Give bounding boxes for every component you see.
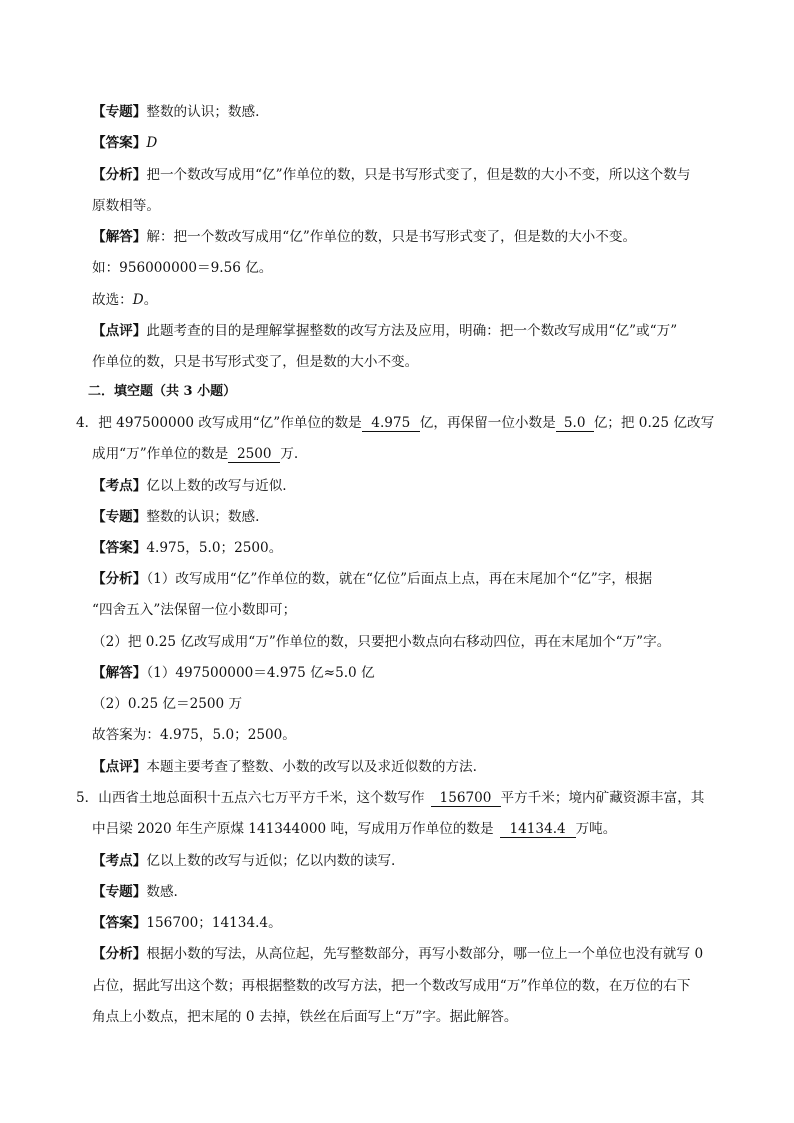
- q4-jieda-line-1: [92, 663, 375, 683]
- q3-jieda-text-2: 如：956000000＝9.56 亿。: [92, 260, 273, 276]
- q4-stem-line-2: [92, 444, 298, 464]
- q5-fenxi-line-2: [92, 976, 690, 996]
- q4-dianping-line: [92, 757, 477, 777]
- q4-answer-blank-3: 2500: [228, 446, 280, 463]
- jieda-tag: 【解答】: [92, 229, 147, 245]
- q4-stem-e: 万.: [280, 446, 299, 462]
- q3-dianping-text-1: 此题考查的目的是理解掌握整数的改写方法及应用，明确：把一个数改写成用“亿”或“万”: [146, 323, 678, 339]
- q5-kaodian-line: [92, 851, 395, 871]
- q5-number: 5．: [76, 790, 99, 806]
- dianping-tag: 【点评】: [92, 323, 147, 339]
- q4-stem-a: 把 497500000 改写成用“亿”作单位的数是: [98, 415, 362, 431]
- q4-answer-blank-2: 5.0: [556, 415, 594, 432]
- q5-fenxi-text-1: 根据小数的写法，从高位起，先写整数部分，再写小数部分，哪一位上一个单位也没有就写 0: [146, 946, 704, 962]
- zhuanti-tag: 【专题】: [92, 509, 147, 525]
- q4-daan-line: [92, 538, 282, 558]
- q3-fenxi-text-2: 原数相等。: [92, 198, 160, 214]
- q3-dianping-line-1: [92, 321, 677, 341]
- fenxi-tag: 【分析】: [92, 571, 147, 587]
- q4-dianping-text: 本题主要考查了整数、小数的改写以及求近似数的方法.: [146, 759, 477, 775]
- q3-zhuanti-line: [92, 102, 259, 122]
- q5-zhuanti-text: 数感.: [146, 884, 178, 900]
- q4-fenxi-line-3: [92, 632, 670, 652]
- q5-stem-a: 山西省土地总面积十五点六七万平方千米，这个数写作: [98, 790, 425, 806]
- q5-answer-blank-1: 156700: [431, 790, 501, 807]
- q5-fenxi-line-3: [92, 1007, 517, 1027]
- q4-answer-blank-1: 4.975: [362, 415, 420, 432]
- q4-kaodian-text: 亿以上数的改写与近似.: [146, 478, 287, 494]
- q3-jieda-text-1: 解：把一个数改写成用“亿”作单位的数，只是书写形式变了，但是数的大小不变。: [146, 229, 637, 245]
- q5-fenxi-line-1: [92, 944, 703, 964]
- q4-jieda-line-2: [92, 694, 242, 714]
- q4-fenxi-line-1: [92, 569, 652, 589]
- daan-tag: 【答案】: [92, 135, 147, 151]
- q5-stem-c: 中吕梁 2020 年生产原煤 141344000 吨，写成用万作单位的数是: [92, 821, 494, 837]
- q5-fenxi-text-3: 角点上小数点，把末尾的 0 去掉，铁丝在后面写上“万”字。据此解答。: [92, 1009, 518, 1025]
- q5-stem-d: 万吨。: [575, 821, 617, 837]
- q4-daan-text: 4.975，5.0；2500。: [146, 540, 283, 556]
- fenxi-tag: 【分析】: [92, 167, 147, 183]
- q4-zhuanti-line: [92, 507, 259, 527]
- jieda-tag: 【解答】: [92, 665, 147, 681]
- q4-zhuanti-text: 整数的认识；数感.: [146, 509, 260, 525]
- daan-tag: 【答案】: [92, 915, 147, 931]
- q3-jieda-text-3a: 故选：: [92, 292, 133, 308]
- q3-fenxi-line-2: [92, 196, 160, 216]
- q3-jieda-text-3b: D: [132, 292, 144, 308]
- q5-daan-line: [92, 913, 282, 933]
- daan-tag: 【答案】: [92, 540, 147, 556]
- q4-fenxi-text-2: “四舍五入”法保留一位小数即可；: [92, 602, 297, 618]
- q3-jieda-line-3: [92, 290, 157, 310]
- q5-answer-blank-2: 14134.4: [500, 821, 576, 838]
- q4-stem-c: 亿；把 0.25 亿改写: [593, 415, 715, 431]
- kaodian-tag: 【考点】: [92, 478, 147, 494]
- zhuanti-tag: 【专题】: [92, 884, 147, 900]
- q4-fenxi-line-2: [92, 600, 296, 620]
- q5-stem-b: 平方千米；境内矿藏资源丰富，其: [500, 790, 705, 806]
- q5-kaodian-text: 亿以上数的改写与近似；亿以内数的读写.: [146, 853, 396, 869]
- q4-fenxi-text-1: （1）改写成用“亿”作单位的数，就在“亿位”后面点上点，再在末尾加个“亿”字，根据: [146, 571, 653, 587]
- q3-jieda-line-1: [92, 227, 636, 247]
- q3-dianping-line-2: [92, 352, 418, 372]
- q4-fenxi-text-3: （2）把 0.25 亿改写成用“万”作单位的数，只要把小数点向右移动四位，再在末尾加个“万”字。: [92, 634, 671, 650]
- q5-fenxi-text-2: 占位，据此写出这个数；再根据整数的改写方法，把一个数改写成用“万”作单位的数，在万位的右下: [92, 978, 691, 994]
- q3-fenxi-line-1: [92, 165, 690, 185]
- q4-jieda-line-3: [92, 725, 296, 745]
- q4-jieda-text-2: （2）0.25 亿＝2500 万: [92, 696, 243, 712]
- zhuanti-tag: 【专题】: [92, 104, 147, 120]
- q5-zhuanti-line: [92, 882, 178, 902]
- q4-stem-line-1: [76, 413, 714, 433]
- q4-jieda-text-3: 故答案为：4.975，5.0；2500。: [92, 727, 296, 743]
- q3-jieda-line-2: [92, 258, 272, 278]
- q5-stem-line-1: [76, 788, 704, 808]
- q3-daan-line: [92, 133, 157, 153]
- q3-jieda-text-3c: 。: [143, 292, 158, 308]
- q3-fenxi-text-1: 把一个数改写成用“亿”作单位的数，只是书写形式变了，但是数的大小不变，所以这个数与: [146, 167, 691, 183]
- kaodian-tag: 【考点】: [92, 853, 147, 869]
- q4-kaodian-line: [92, 476, 287, 496]
- dianping-tag: 【点评】: [92, 759, 147, 775]
- fenxi-tag: 【分析】: [92, 946, 147, 962]
- q3-dianping-text-2: 作单位的数，只是书写形式变了，但是数的大小不变。: [92, 354, 419, 370]
- q3-daan-text: D: [146, 135, 158, 151]
- section-heading: 二．填空题（共 3 小题）: [88, 384, 237, 399]
- q5-stem-line-2: [92, 819, 616, 839]
- q4-stem-d: 成用“万”作单位的数是: [92, 446, 229, 462]
- q4-jieda-text-1: （1）497500000＝4.975 亿≈5.0 亿: [146, 665, 375, 681]
- q5-daan-text: 156700；14134.4。: [146, 915, 282, 931]
- q4-number: 4．: [76, 415, 99, 431]
- q4-stem-b: 亿，再保留一位小数是: [419, 415, 556, 431]
- q3-zhuanti-text: 整数的认识；数感.: [146, 104, 260, 120]
